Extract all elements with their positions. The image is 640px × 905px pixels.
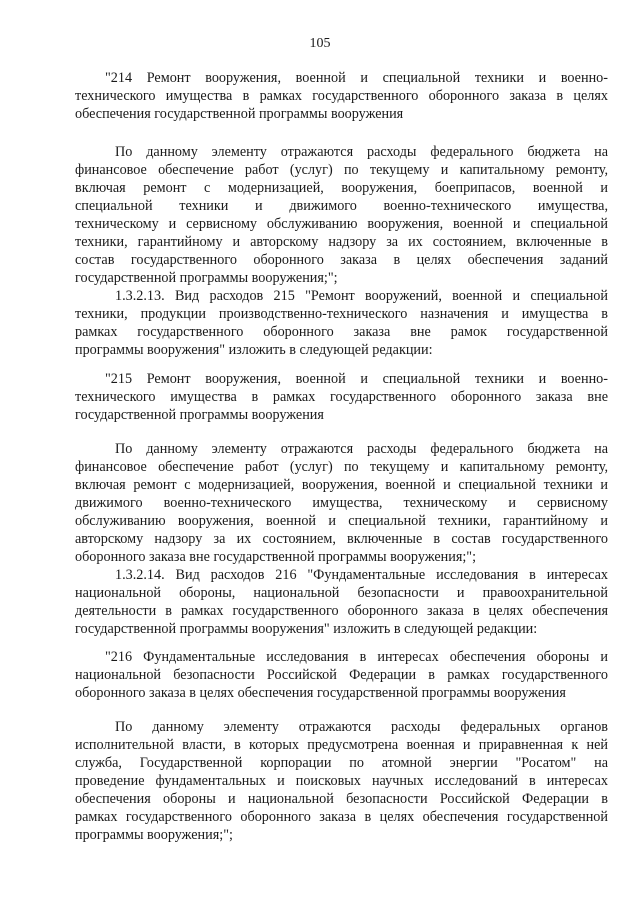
text-line: исполнительной власти, в которых предусмотрена военная и приравненная к ней	[75, 737, 608, 753]
text-line: технического имущества в рамках государственного оборонного заказа в целях	[75, 88, 608, 104]
text-line: 1.3.2.13. Вид расходов 215 "Ремонт вооружений, военной и специальной	[115, 288, 608, 304]
text-line: технического имущества в рамках государственного оборонного заказа вне	[75, 389, 608, 405]
text-line: состав государственного оборонного заказа в целях обеспечения заданий	[75, 252, 608, 268]
text-line: "214 Ремонт вооружения, военной и специальной техники и военно-	[105, 70, 608, 86]
page-number: 105	[309, 36, 331, 51]
text-line: По данному элементу отражаются расходы федерального бюджета на	[115, 441, 608, 457]
text-line: По данному элементу отражаются расходы федеральных органов	[115, 719, 608, 735]
text-line: деятельности в рамках государственного оборонного заказа в целях обеспечения	[75, 603, 608, 619]
text-line: финансовое обеспечение работ (услуг) по текущему и капитальному ремонту,	[75, 459, 608, 475]
text-line: техники, продукции производственно-технического назначения и имущества в	[75, 306, 608, 322]
text-line: государственной программы вооружения;";	[75, 270, 338, 286]
text-line: проведение фундаментальных и поисковых научных исследований в интересах	[75, 773, 608, 789]
text-line: "216 Фундаментальные исследования в интересах обеспечения обороны и	[105, 649, 608, 665]
text-line: рамках государственного оборонного заказа вне рамок государственной	[75, 324, 608, 340]
text-line: финансовое обеспечение работ (услуг) по текущему и капитальному ремонту,	[75, 162, 608, 178]
text-line: обеспечения обороны и национальной безопасности Российской Федерации в	[75, 791, 608, 807]
text-line: оборонного заказа вне государственной программы вооружения;";	[75, 549, 477, 565]
text-line: государственной программы вооружения" изложить в следующей редакции:	[75, 621, 538, 637]
text-line: техническому и сервисному обслуживанию вооружения, военной и специальной	[75, 216, 608, 232]
text-line: обслуживанию вооружения, военной и специальной техники, гарантийному и	[75, 513, 608, 529]
text-line: обеспечения государственной программы вооружения	[75, 106, 404, 122]
text-line: движимого военно-технического имущества, техническому и сервисному	[75, 495, 608, 511]
text-line: авторскому надзору за их состоянием, включенные в состав государственного	[75, 531, 608, 547]
text-line: техники, гарантийному и авторскому надзору за их состоянием, включенные в	[75, 234, 608, 250]
text-line: специальной техники и движимого военно-технического имущества,	[75, 198, 608, 214]
text-line: рамках государственного оборонного заказа в целях обеспечения государственной	[75, 809, 608, 825]
text-line: государственной программы вооружения	[75, 407, 324, 423]
text-line: программы вооружения;";	[75, 827, 233, 843]
text-line: включая ремонт с модернизацией, вооружения, военной и специальной техники и	[75, 477, 608, 493]
text-line: По данному элементу отражаются расходы федерального бюджета на	[115, 144, 608, 160]
text-line: "215 Ремонт вооружения, военной и специальной техники и военно-	[105, 371, 608, 387]
text-line: программы вооружения" изложить в следующей редакции:	[75, 342, 433, 358]
text-line: национальной безопасности Российской Федерации в рамках государственного	[75, 667, 608, 683]
text-line: оборонного заказа в целях обеспечения государственной программы вооружения	[75, 685, 566, 701]
text-line: включая ремонт с модернизацией, вооружения, боеприпасов, военной и	[75, 180, 608, 196]
text-line: национальной обороны, национальной безопасности и правоохранительной	[75, 585, 608, 601]
text-line: 1.3.2.14. Вид расходов 216 "Фундаментальные исследования в интересах	[115, 567, 608, 583]
text-line: служба, Государственной корпорации по атомной энергии "Росатом" на	[75, 755, 608, 771]
